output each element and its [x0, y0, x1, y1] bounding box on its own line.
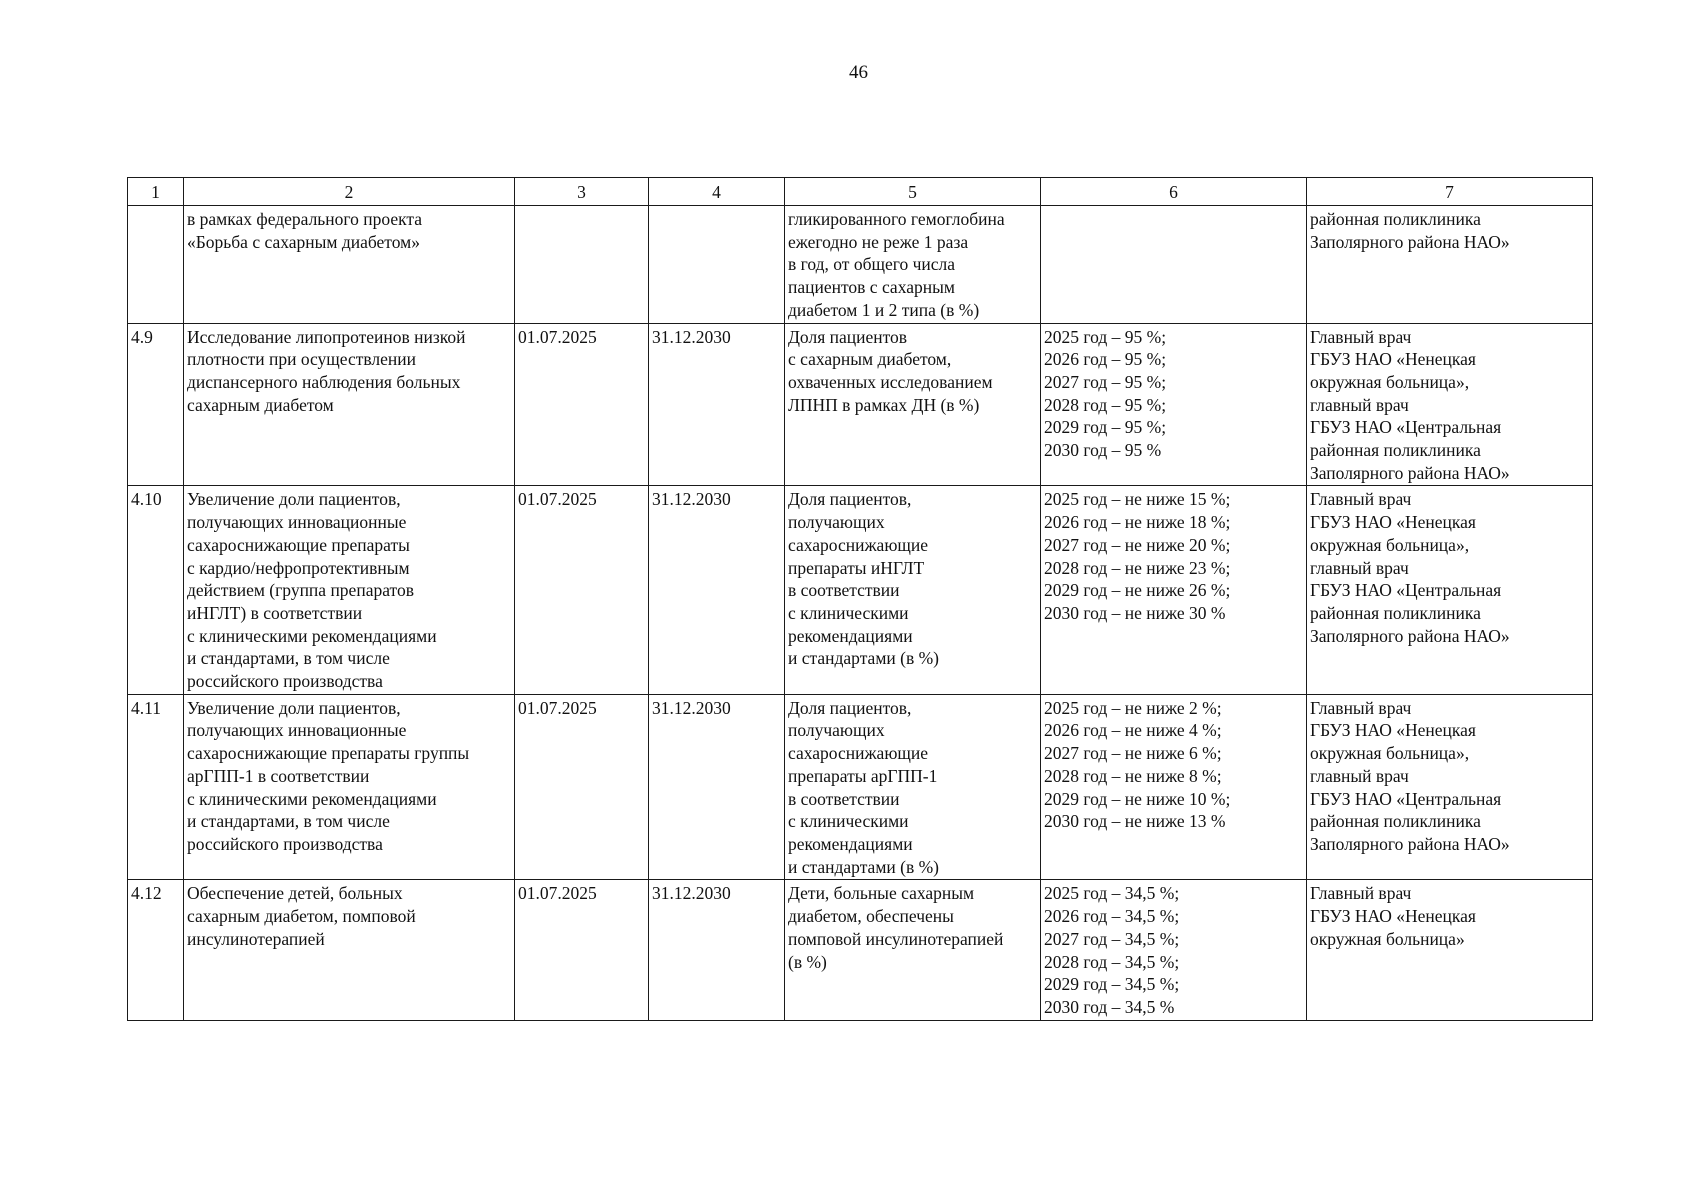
indicator-line: препараты иНГЛТ [788, 557, 925, 578]
indicator-line: помповой инсулинотерапией [788, 928, 1004, 949]
target-values-line: 2030 год – 95 % [1044, 440, 1162, 461]
start-date-cell: 01.07.2025 [515, 486, 649, 694]
target-values-line: 2029 год – не ниже 10 %; [1044, 788, 1231, 809]
start-date-cell: 01.07.2025 [515, 694, 649, 880]
target-values-line: 2028 год – 95 %; [1044, 394, 1167, 415]
table-body [128, 206, 1593, 1021]
target-values-cell [1041, 323, 1307, 486]
measure-line: «Борьба с сахарным диабетом» [187, 231, 420, 252]
responsible-line: окружная больница», [1310, 743, 1470, 764]
measure-line: Исследование липопротеинов низкой [187, 326, 466, 347]
responsible-line: районная поликлиника [1310, 209, 1481, 229]
responsible-line: районная поликлиника [1310, 602, 1481, 623]
target-values-line: 2025 год – 95 %; [1044, 326, 1167, 347]
responsible-line: окружная больница» [1310, 928, 1465, 949]
measure-line: Увеличение доли пациентов, [187, 489, 401, 510]
header-cell-3: 3 [515, 178, 649, 206]
responsible-line: Главный врач [1310, 489, 1412, 510]
responsible-line: ГБУЗ НАО «Ненецкая [1310, 720, 1476, 741]
indicator-line: диабетом 1 и 2 типа (в %) [788, 299, 980, 320]
row-number-cell: 4.11 [128, 694, 184, 880]
table-header-row [128, 178, 1593, 206]
table-row [128, 206, 1593, 324]
indicator-line: гликированного гемоглобина [788, 209, 1005, 229]
responsible-cell [1307, 206, 1593, 324]
indicator-line: Доля пациентов [788, 326, 908, 347]
target-values-line: 2027 год – не ниже 6 %; [1044, 743, 1222, 764]
responsible-cell [1307, 694, 1593, 880]
start-date-cell: 01.07.2025 [515, 323, 649, 486]
row-number-cell [128, 206, 184, 324]
end-date-cell: 31.12.2030 [649, 323, 785, 486]
responsible-cell [1307, 880, 1593, 1020]
target-values-cell [1041, 486, 1307, 694]
indicator-line: ежегодно не реже 1 раза [788, 231, 969, 252]
responsible-line: Главный врач [1310, 883, 1412, 904]
responsible-line: Заполярного района НАО» [1310, 462, 1510, 483]
indicator-line: диабетом, обеспечены [788, 906, 954, 927]
responsible-line: районная поликлиника [1310, 440, 1481, 461]
indicator-line: охваченных исследованием [788, 371, 993, 392]
target-values-line: 2025 год – не ниже 2 %; [1044, 697, 1222, 718]
indicator-line: рекомендациями [788, 625, 913, 646]
measure-line: с клиническими рекомендациями [187, 788, 437, 809]
indicator-cell [785, 694, 1041, 880]
indicator-cell [785, 323, 1041, 486]
measure-line: иНГЛТ) в соответствии [187, 602, 363, 623]
responsible-line: окружная больница», [1310, 534, 1470, 555]
table-row [128, 694, 1593, 880]
indicator-line: в соответствии [788, 580, 900, 601]
target-values-line: 2027 год – 95 %; [1044, 371, 1167, 392]
responsible-line: Главный врач [1310, 326, 1412, 347]
measure-cell [184, 323, 515, 486]
indicator-line: с сахарным диабетом, [788, 349, 952, 370]
indicator-cell [785, 880, 1041, 1020]
measure-line: с клиническими рекомендациями [187, 625, 437, 646]
end-date-cell: 31.12.2030 [649, 694, 785, 880]
responsible-line: Заполярного района НАО» [1310, 625, 1510, 646]
measures-table [127, 177, 1593, 1021]
indicator-line: Доля пациентов, [788, 697, 912, 718]
responsible-line: ГБУЗ НАО «Центральная [1310, 580, 1502, 601]
responsible-line: ГБУЗ НАО «Центральная [1310, 788, 1502, 809]
measure-line: Обеспечение детей, больных [187, 883, 403, 904]
measure-line: диспансерного наблюдения больных [187, 371, 461, 392]
responsible-cell [1307, 323, 1593, 486]
responsible-line: Главный врач [1310, 697, 1412, 718]
responsible-cell [1307, 486, 1593, 694]
indicator-line: в год, от общего числа [788, 254, 956, 275]
indicator-line: ЛПНП в рамках ДН (в %) [788, 394, 980, 415]
indicator-line: (в %) [788, 951, 827, 972]
target-values-line: 2028 год – не ниже 8 %; [1044, 765, 1222, 786]
indicator-line: сахароснижающие [788, 743, 929, 764]
indicator-line: получающих [788, 720, 885, 741]
header-cell-5: 5 [785, 178, 1041, 206]
responsible-line: главный врач [1310, 765, 1409, 786]
measure-line: сахарным диабетом [187, 394, 334, 415]
row-number-cell: 4.9 [128, 323, 184, 486]
target-values-cell [1041, 206, 1307, 324]
target-values-line: 2030 год – не ниже 30 % [1044, 602, 1226, 623]
target-values-line: 2030 год – не ниже 13 % [1044, 811, 1226, 832]
target-values-line: 2028 год – не ниже 23 %; [1044, 557, 1231, 578]
target-values-line: 2026 год – 95 %; [1044, 349, 1167, 370]
target-values-cell [1041, 694, 1307, 880]
end-date-cell: 31.12.2030 [649, 486, 785, 694]
target-values-line: 2025 год – не ниже 15 %; [1044, 489, 1231, 510]
indicator-line: с клиническими [788, 811, 909, 832]
measure-line: инсулинотерапией [187, 928, 325, 949]
table-row [128, 880, 1593, 1020]
measure-line: действием (группа препаратов [187, 580, 414, 601]
responsible-line: ГБУЗ НАО «Ненецкая [1310, 512, 1476, 533]
header-cell-4: 4 [649, 178, 785, 206]
indicator-cell [785, 206, 1041, 324]
indicator-line: Дети, больные сахарным [788, 883, 975, 904]
target-values-line: 2030 год – 34,5 % [1044, 996, 1175, 1017]
measure-line: получающих инновационные [187, 512, 407, 533]
responsible-line: окружная больница», [1310, 371, 1470, 392]
target-values-cell [1041, 880, 1307, 1020]
measure-line: российского производства [187, 671, 383, 692]
target-values-line: 2026 год – не ниже 18 %; [1044, 512, 1231, 533]
target-values-line: 2027 год – 34,5 %; [1044, 928, 1180, 949]
row-number-cell: 4.10 [128, 486, 184, 694]
end-date-cell [649, 206, 785, 324]
measure-cell [184, 694, 515, 880]
responsible-line: главный врач [1310, 394, 1409, 415]
end-date-cell: 31.12.2030 [649, 880, 785, 1020]
target-values-line: 2027 год – не ниже 20 %; [1044, 534, 1231, 555]
measure-cell [184, 880, 515, 1020]
responsible-line: Заполярного района НАО» [1310, 833, 1510, 854]
start-date-cell: 01.07.2025 [515, 880, 649, 1020]
responsible-line: районная поликлиника [1310, 811, 1481, 832]
indicator-cell [785, 486, 1041, 694]
responsible-line: ГБУЗ НАО «Центральная [1310, 417, 1502, 438]
target-values-line: 2029 год – не ниже 26 %; [1044, 580, 1231, 601]
indicator-line: Доля пациентов, [788, 489, 912, 510]
header-cell-1: 1 [128, 178, 184, 206]
measure-line: с кардио/нефропротективным [187, 557, 410, 578]
measure-cell [184, 206, 515, 324]
indicator-line: препараты арГПП-1 [788, 765, 938, 786]
indicator-line: пациентов с сахарным [788, 277, 955, 298]
measure-line: в рамках федерального проекта [187, 209, 423, 229]
measure-line: сахароснижающие препараты [187, 534, 410, 555]
table-row [128, 323, 1593, 486]
header-cell-6: 6 [1041, 178, 1307, 206]
target-values-line: 2026 год – 34,5 %; [1044, 906, 1180, 927]
measure-line: арГПП-1 в соответствии [187, 765, 370, 786]
header-cell-2: 2 [184, 178, 515, 206]
target-values-line: 2026 год – не ниже 4 %; [1044, 720, 1222, 741]
responsible-line: главный врач [1310, 557, 1409, 578]
page-number: 46 [849, 62, 868, 83]
indicator-line: в соответствии [788, 788, 900, 809]
measure-line: плотности при осуществлении [187, 349, 417, 370]
measure-line: получающих инновационные [187, 720, 407, 741]
indicator-line: рекомендациями [788, 833, 913, 854]
start-date-cell [515, 206, 649, 324]
indicator-line: сахароснижающие [788, 534, 929, 555]
header-cell-7: 7 [1307, 178, 1593, 206]
measure-line: Увеличение доли пациентов, [187, 697, 401, 718]
row-number-cell: 4.12 [128, 880, 184, 1020]
indicator-line: получающих [788, 512, 885, 533]
indicator-line: и стандартами (в %) [788, 856, 940, 877]
measure-line: и стандартами, в том числе [187, 648, 390, 669]
measure-line: и стандартами, в том числе [187, 811, 390, 832]
measure-line: российского производства [187, 833, 383, 854]
responsible-line: Заполярного района НАО» [1310, 231, 1510, 252]
target-values-line: 2029 год – 95 %; [1044, 417, 1167, 438]
measure-line: сахарным диабетом, помповой [187, 906, 416, 927]
table-row [128, 486, 1593, 694]
target-values-line: 2028 год – 34,5 %; [1044, 951, 1180, 972]
target-values-line: 2025 год – 34,5 %; [1044, 883, 1180, 904]
indicator-line: и стандартами (в %) [788, 648, 940, 669]
responsible-line: ГБУЗ НАО «Ненецкая [1310, 349, 1476, 370]
responsible-line: ГБУЗ НАО «Ненецкая [1310, 906, 1476, 927]
measure-cell [184, 486, 515, 694]
indicator-line: с клиническими [788, 602, 909, 623]
target-values-line: 2029 год – 34,5 %; [1044, 974, 1180, 995]
measure-line: сахароснижающие препараты группы [187, 743, 470, 764]
